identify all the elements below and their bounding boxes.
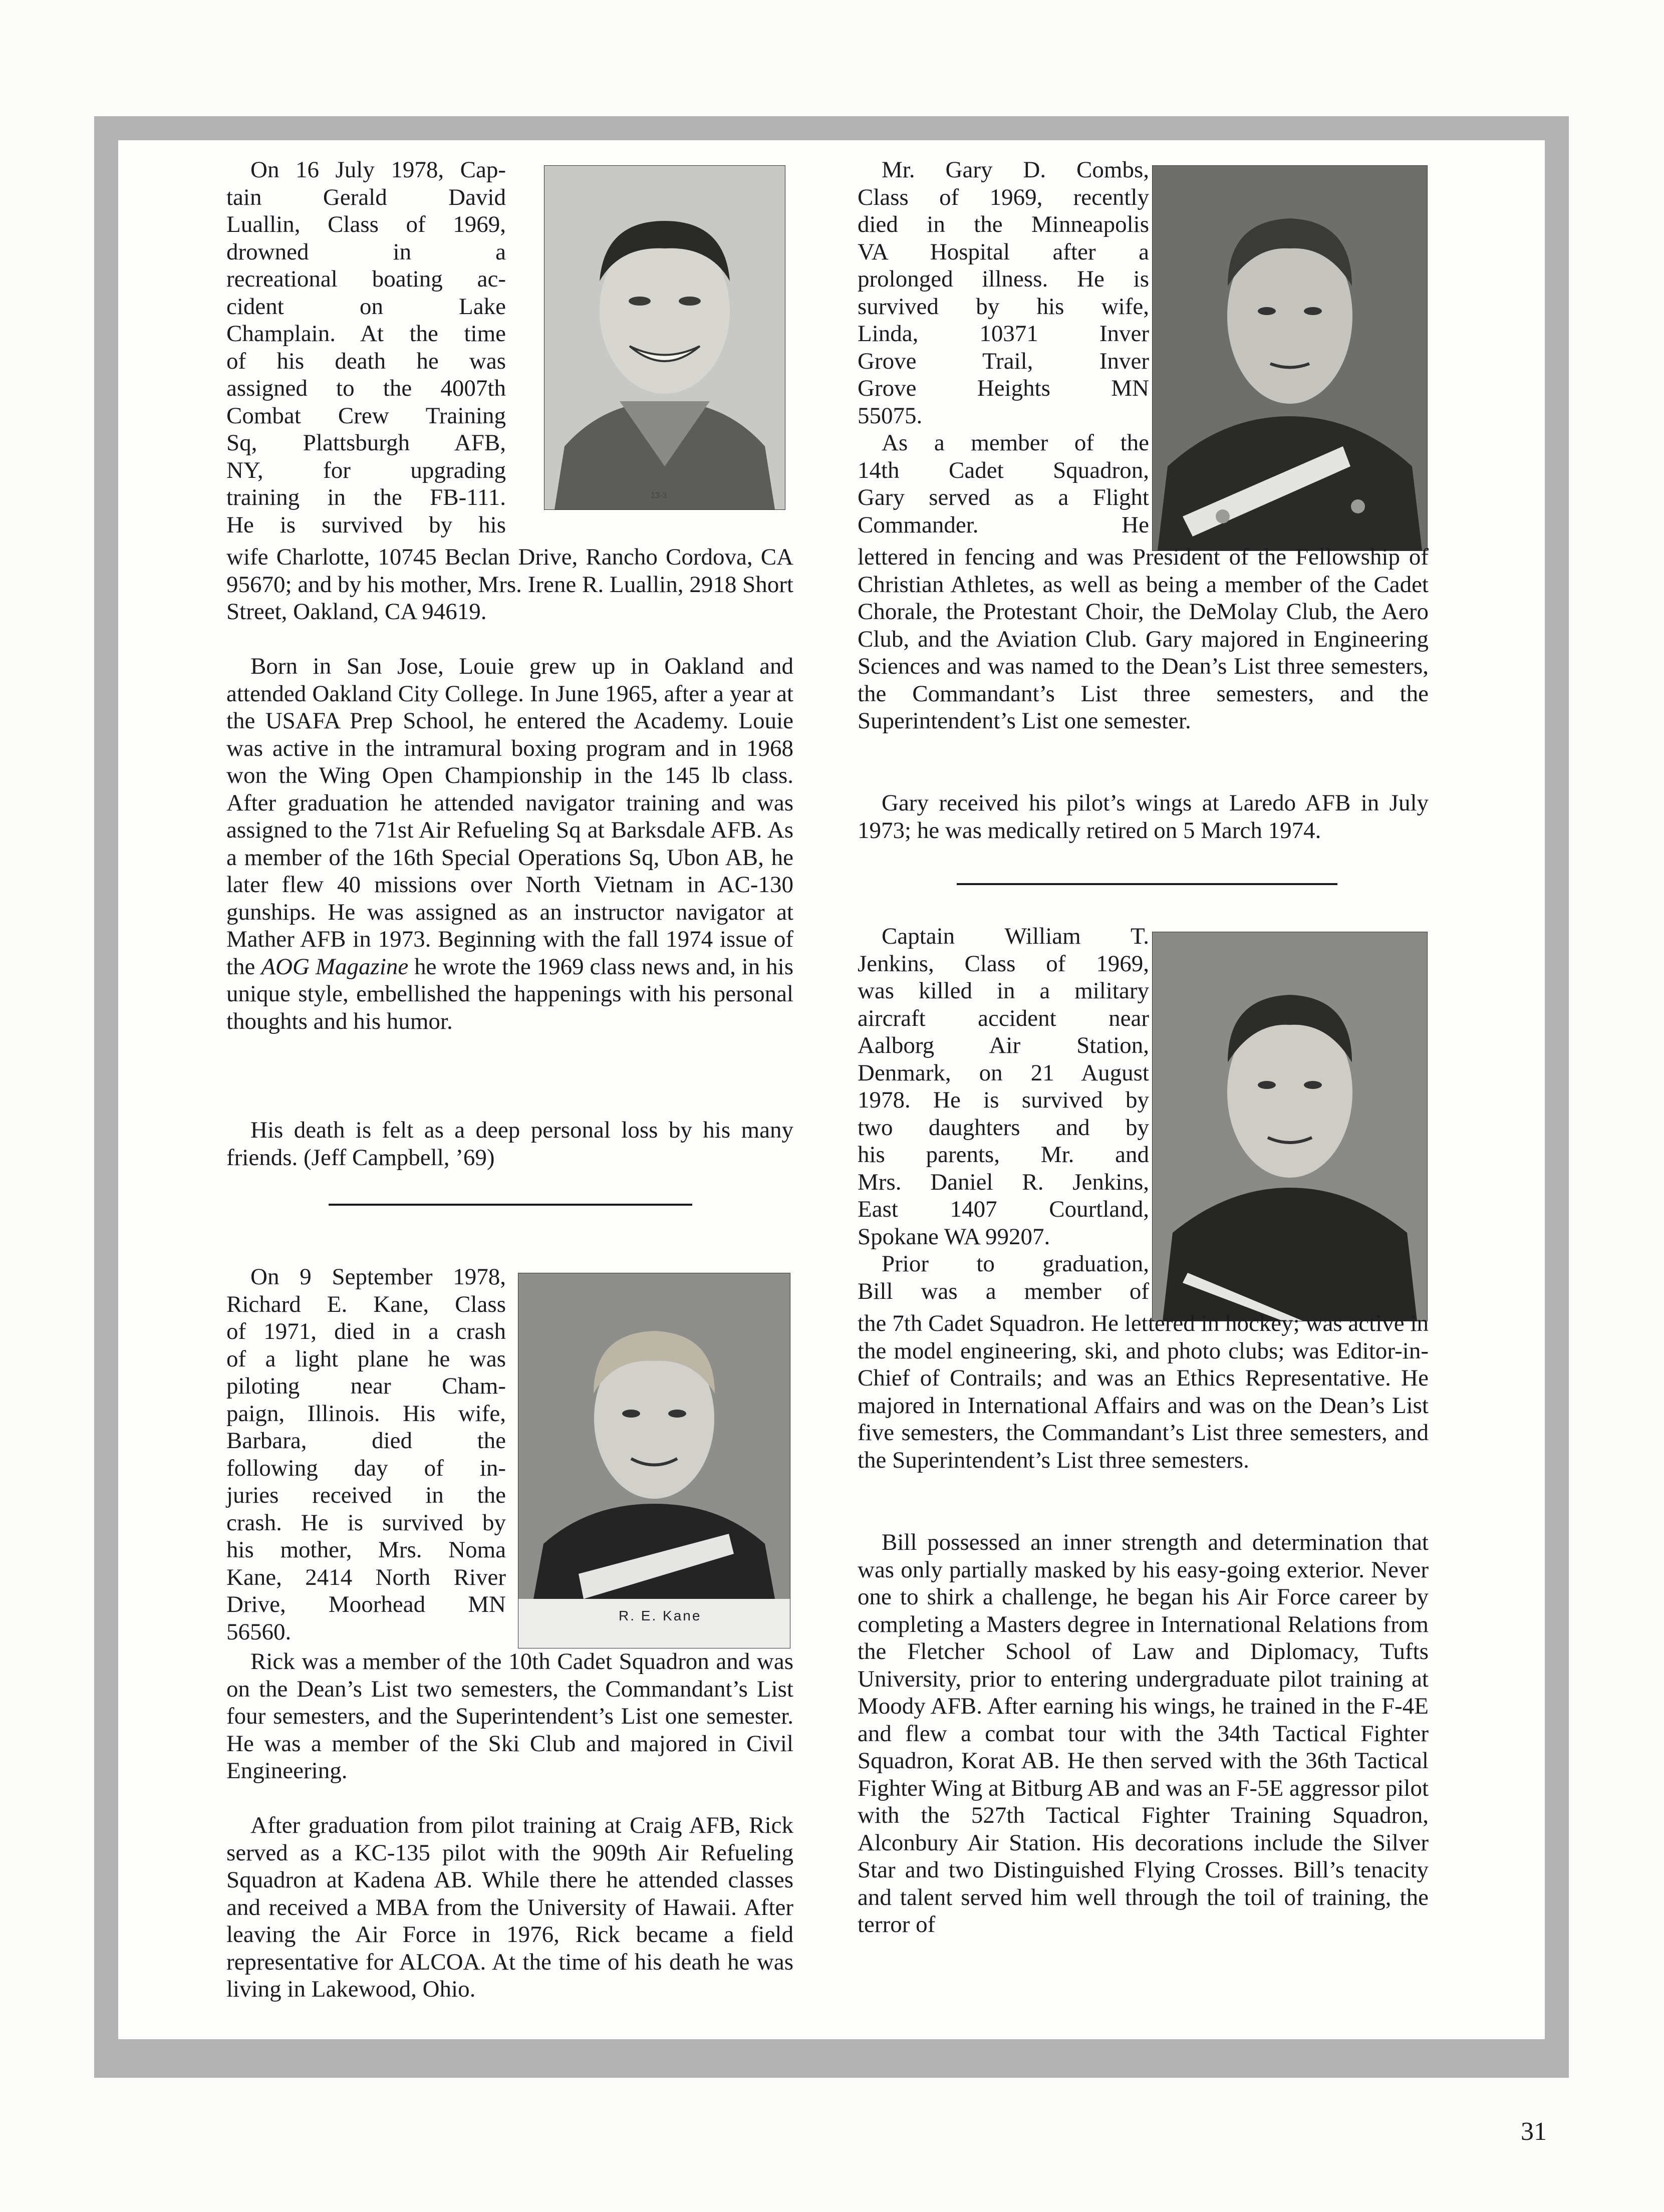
- jenkins-intro-line: Prior to graduation,: [882, 1251, 1149, 1277]
- jenkins-intro-line: East 1407 Courtland,: [858, 1196, 1149, 1222]
- combs-intro-line: Commander. He: [858, 511, 1149, 538]
- luallin-intro-line: drowned in a: [226, 238, 506, 265]
- luallin-photo-mark: 13-3: [651, 491, 667, 500]
- page-number: 31: [1521, 2117, 1547, 2146]
- jenkins-intro-line: was killed in a military: [858, 978, 1149, 1004]
- combs-paragraph-1-cont: lettered in fencing and was President of the Fellowship of Christian Athletes, as well as being a member of the Cadet Chorale, the Protestant Choir, the DeMolay Club, the Aero Club, and the Aviation Club. Gary majored in Engineering Sciences and was named to the Dean’s List three semesters, the Commandant’s List three semesters, and the Superintendent’s List one semester.: [858, 544, 1429, 734]
- kane-intro-line: Barbara, died the: [226, 1428, 506, 1454]
- kane-intro-line: paign, Illinois. His wife,: [226, 1400, 506, 1427]
- jenkins-paragraph-1-cont: the 7th Cadet Squadron. He lettered in hockey; was active in the model engineering, ski, and photo clubs; was Editor-in-Chief of Contrails; and was an Ethics Representative. He majored in International Affairs and was on the Dean’s List five semesters, the Commandant’s List three semesters, and the Superintendent’s List three semesters.: [858, 1310, 1429, 1473]
- jenkins-intro-line: Bill was a member of: [858, 1278, 1149, 1304]
- luallin-intro-line: training in the FB-111.: [226, 484, 506, 510]
- luallin-intro-line: tain Gerald David: [226, 184, 506, 210]
- jenkins-intro-line: Aalborg Air Station,: [858, 1032, 1149, 1058]
- luallin-paragraph-1-cont: wife Charlotte, 10745 Beclan Drive, Rancho Cordova, CA 95670; and by his mother, Mrs. Irene R. Luallin, 2918 Short Street, Oakland, CA 94619.: [226, 544, 793, 625]
- luallin-intro-line: NY, for upgrading: [226, 457, 506, 483]
- combs-intro-line: Mr. Gary D. Combs,: [882, 157, 1149, 183]
- jenkins-intro-line: Captain William T.: [882, 923, 1149, 949]
- combs-intro-line: VA Hospital after a: [858, 238, 1149, 265]
- section-divider-left: [329, 1204, 692, 1206]
- combs-intro-line: survived by his wife,: [858, 293, 1149, 320]
- luallin-para-2-end: he wrote the 1969 class news and, in his unique style, embellished the happenings with his personal thoughts and his humor.: [226, 953, 794, 1034]
- kane-intro-line: following day of in-: [226, 1455, 506, 1481]
- luallin-intro-line: Luallin, Class of 1969,: [226, 211, 506, 237]
- luallin-intro-line: of his death he was: [226, 348, 506, 374]
- kane-paragraph-3: After graduation from pilot training at Craig AFB, Rick served as a KC-135 pilot with the 909th Air Refueling Squadron at Kadena AB. While there he attended classes and received a MBA from the University of Hawaii. After leaving the Air Force in 1976, Rick became a field representative for ALCOA. At the time of his death he was living in Lakewood, Ohio.: [226, 1812, 793, 2002]
- combs-portrait-photo: [1152, 165, 1428, 551]
- combs-intro-line: prolonged illness. He is: [858, 266, 1149, 292]
- kane-intro-line: Drive, Moorhead MN: [226, 1591, 506, 1617]
- kane-intro-line: crash. He is survived by: [226, 1509, 506, 1536]
- kane-intro-line: juries received in the: [226, 1482, 506, 1508]
- combs-intro-line: Grove Heights MN: [858, 375, 1149, 401]
- luallin-intro-line: On 16 July 1978, Cap-: [250, 157, 506, 183]
- kane-intro-line: Richard E. Kane, Class: [226, 1291, 506, 1317]
- combs-intro-line: Class of 1969, recently: [858, 184, 1149, 210]
- combs-intro-line: As a member of the: [882, 430, 1149, 456]
- luallin-intro-line: Sq, Plattsburgh AFB,: [226, 430, 506, 456]
- kane-intro-line: of a light plane he was: [226, 1345, 506, 1372]
- jenkins-paragraph-2: Bill possessed an inner strength and determination that was only partially masked by his easy-going exterior. Never one to shirk a challenge, he began his Air Force career by completing a Masters degree in International Relations from the Fletcher School of Law and Diplomacy, Tufts University, prior to entering undergraduate pilot training at Moody AFB. After earning his wings, he trained in the F-4E and flew a combat tour with the 34th Tactical Fighter Squadron, Korat AB. He then served with the 36th Tactical Fighter Wing at Bitburg AB and was an F-5E aggressor pilot with the 527th Tactical Fighter Training Squadron, Alconbury Air Station. His decorations include the Silver Star and two Distinguished Flying Crosses. Bill’s tenacity and talent served him well through the toil of training, the terror of: [858, 1529, 1429, 1938]
- luallin-intro-line: cident on Lake: [226, 293, 506, 320]
- luallin-paragraph-2: [226, 653, 793, 1035]
- jenkins-intro-line: two daughters and by: [858, 1114, 1149, 1141]
- luallin-paragraph-3: His death is felt as a deep personal loss by his many friends. (Jeff Campbell, ’69): [226, 1117, 793, 1171]
- kane-paragraph-2: Rick was a member of the 10th Cadet Squadron and was on the Dean’s List two semesters, the Commandant’s List four semesters, and the Superintendent’s List one semester. He was a member of the Ski Club and majored in Civil Engineering.: [226, 1648, 793, 1784]
- luallin-portrait-photo: [544, 165, 785, 510]
- combs-intro-line: Linda, 10371 Inver: [858, 321, 1149, 347]
- jenkins-portrait-photo: [1152, 932, 1428, 1321]
- jenkins-intro-line: 1978. He is survived by: [858, 1087, 1149, 1113]
- combs-intro-line: Grove Trail, Inver: [858, 348, 1149, 374]
- kane-intro-line: 56560.: [226, 1618, 292, 1645]
- jenkins-intro-line: his parents, Mr. and: [858, 1142, 1149, 1168]
- luallin-intro-line: recreational boating ac-: [226, 266, 506, 292]
- combs-intro-line: 14th Cadet Squadron,: [858, 457, 1149, 483]
- kane-intro-line: of 1971, died in a crash: [226, 1318, 506, 1344]
- kane-portrait-photo: [518, 1273, 790, 1648]
- combs-intro-line: died in the Minneapolis: [858, 211, 1149, 237]
- jenkins-intro-line: Spokane WA 99207.: [858, 1223, 1050, 1250]
- kane-intro-line: Kane, 2414 North River: [226, 1564, 506, 1590]
- kane-intro-line: his mother, Mrs. Noma: [226, 1537, 506, 1563]
- combs-intro-line: 55075.: [858, 402, 923, 429]
- jenkins-intro-line: Denmark, on 21 August: [858, 1059, 1149, 1086]
- luallin-intro-line: Combat Crew Training: [226, 402, 506, 429]
- jenkins-intro-line: Jenkins, Class of 1969,: [858, 950, 1149, 977]
- jenkins-intro-line: Mrs. Daniel R. Jenkins,: [858, 1169, 1149, 1195]
- luallin-intro-line: Champlain. At the time: [226, 321, 506, 347]
- kane-intro-line: On 9 September 1978,: [250, 1264, 506, 1290]
- kane-photo-caption: R. E. Kane: [619, 1608, 702, 1623]
- section-divider-right: [957, 883, 1337, 885]
- luallin-intro-line: He is survived by his: [226, 511, 506, 538]
- jenkins-intro-line: aircraft accident near: [858, 1005, 1149, 1031]
- luallin-para-2-italic: AOG Magazine: [261, 953, 409, 980]
- combs-paragraph-2: Gary received his pilot’s wings at Laredo AFB in July 1973; he was medically retired on 5 March 1974.: [858, 790, 1429, 844]
- combs-intro-line: Gary served as a Flight: [858, 484, 1149, 510]
- luallin-para-2-text: Born in San Jose, Louie grew up in Oakland and attended Oakland City College. In June 1965, after a year at the USAFA Prep School, he entered the Academy. Louie was active in the intramural boxing program and in 1968 won the Wing Open Championship in the 145 lb class. After graduation he attended navigator training and was assigned to the 71st Air Refueling Sq at Barksdale AFB. As a member of the 16th Special Operations Sq, Ubon AB, he later flew 40 missions over North Vietnam in AC-130 gunships. He was assigned as an instructor navigator at Mather AFB in 1973. Beginning with the fall 1974 issue of the: [226, 653, 793, 980]
- luallin-intro-line: assigned to the 4007th: [226, 375, 506, 401]
- kane-intro-line: piloting near Cham-: [226, 1373, 506, 1399]
